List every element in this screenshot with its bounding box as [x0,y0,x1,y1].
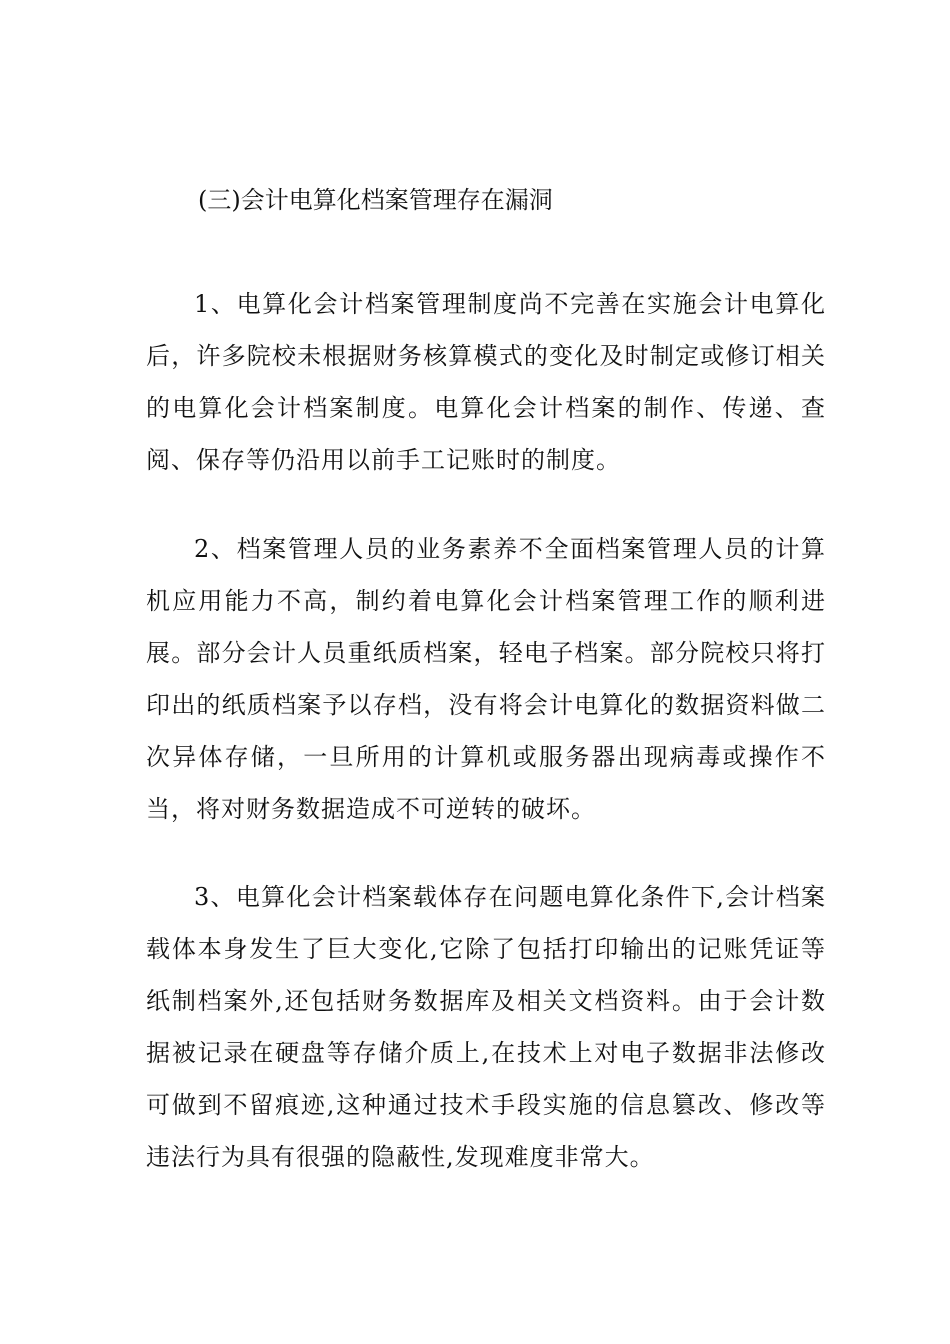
section-heading: (三)会计电算化档案管理存在漏洞 [198,186,553,214]
paragraph-2: 2、档案管理人员的业务素养不全面档案管理人员的计算机应用能力不高，制约着电算化会计档案管理工作的顺利进展。部分会计人员重纸质档案，轻电子档案。部分院校只将打印出的纸质档案予以存档，没有将会计电算化的数据资料做二次异体存储，一旦所用的计算机或服务器出现病毒或操作不当，将对财务数据造成不可逆转的破坏。 [146,535,826,823]
paragraph-3: 3、电算化会计档案载体存在问题电算化条件下,会计档案载体本身发生了巨大变化,它除了包括打印输出的记账凭证等纸制档案外,还包括财务数据库及相关文档资料。由于会计数据被记录在硬盘等存储介质上,在技术上对电子数据非法修改可做到不留痕迹,这种通过技术手段实施的信息篡改、修改等违法行为具有很强的隐蔽性,发现难度非常大。 [146,883,826,1171]
paragraph-1: 1、电算化会计档案管理制度尚不完善在实施会计电算化后，许多院校未根据财务核算模式的变化及时制定或修订相关的电算化会计档案制度。电算化会计档案的制作、传递、查阅、保存等仍沿用以前手工记账时的制度。 [146,290,826,474]
